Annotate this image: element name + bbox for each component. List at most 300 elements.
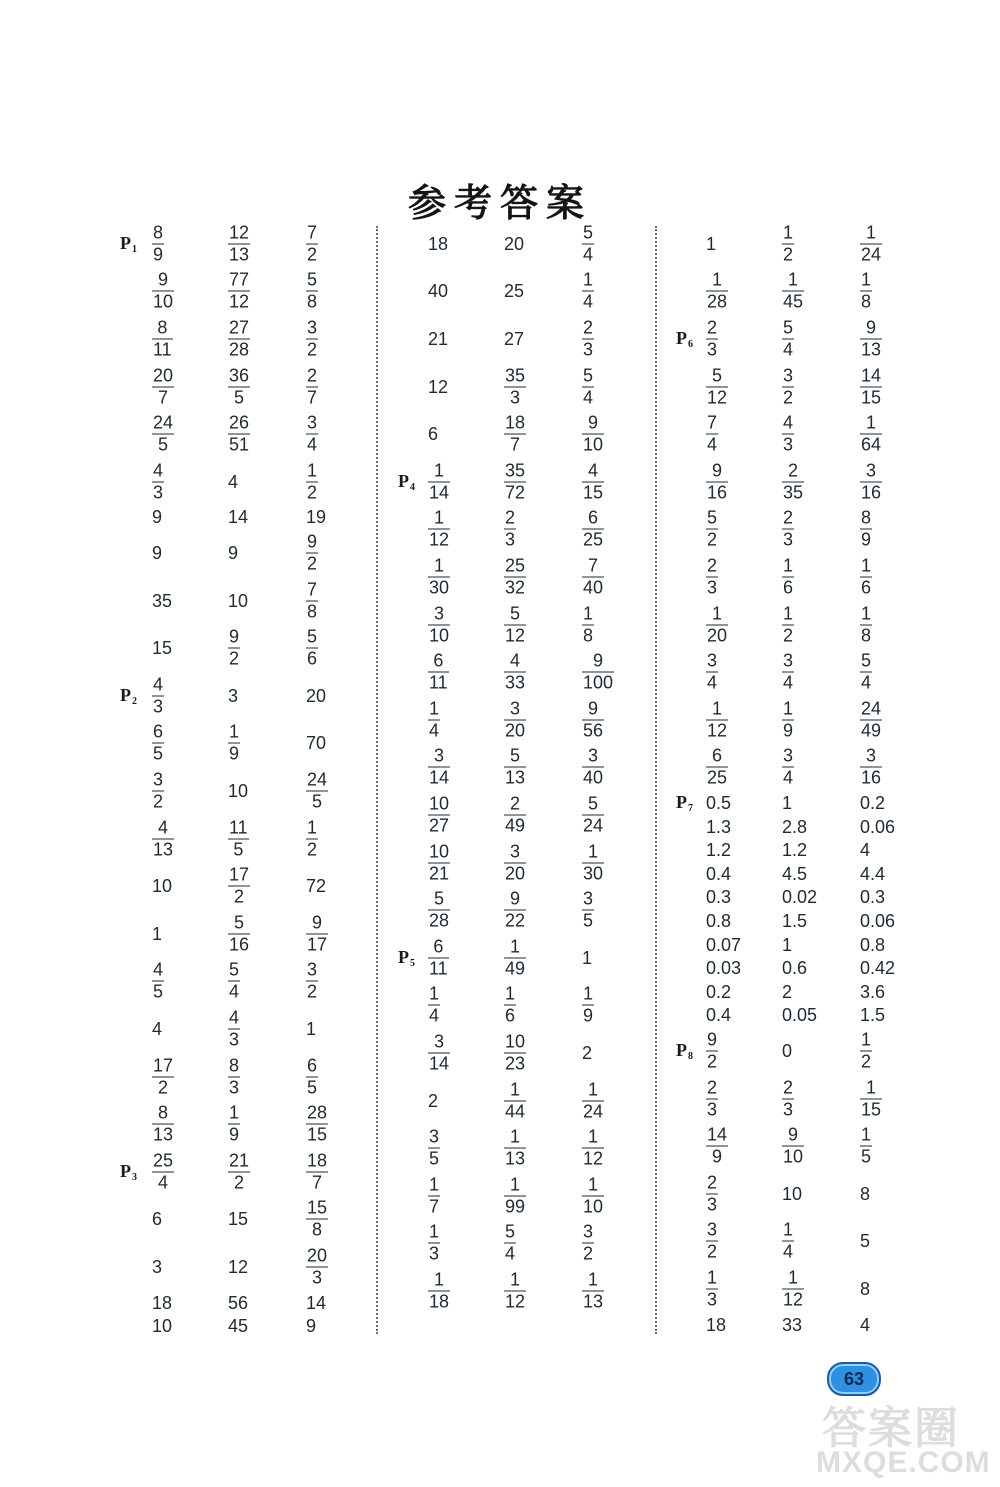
fraction: [152, 1103, 174, 1146]
numerator: 1: [434, 460, 445, 481]
answer-row: [398, 1220, 658, 1268]
fraction: [860, 222, 882, 265]
fraction: [228, 222, 250, 265]
fraction: [582, 365, 594, 408]
fraction: [782, 603, 794, 646]
numerator: 1: [861, 555, 872, 576]
denominator: 12: [783, 1289, 804, 1310]
denominator: 6: [861, 577, 872, 598]
fraction: [228, 1055, 240, 1098]
answer-row: [398, 1029, 658, 1077]
denominator: 4: [583, 244, 594, 265]
fraction: [860, 460, 882, 503]
denominator: 4: [158, 1172, 169, 1193]
fraction-answer: [860, 1029, 872, 1072]
fraction: [582, 1269, 604, 1312]
numerator: 1: [783, 1219, 794, 1240]
fraction-answer: [860, 1077, 882, 1120]
answer-row: [120, 624, 380, 672]
denominator: 13: [505, 1148, 526, 1169]
section-letter: P: [120, 1160, 131, 1181]
section-letter: P: [676, 1039, 687, 1060]
denominator: 2: [783, 387, 794, 408]
denominator: 5: [234, 387, 245, 408]
denominator: 56: [583, 720, 604, 741]
denominator: 2: [707, 1051, 718, 1072]
denominator: 5: [312, 791, 323, 812]
number-answer: 0.02: [782, 887, 818, 908]
denominator: 5: [153, 981, 164, 1002]
number-answer: 0.05: [782, 1005, 818, 1026]
fraction-answer: [428, 746, 450, 789]
fraction-answer: [582, 651, 614, 694]
fraction-answer: [782, 555, 794, 598]
fraction: [504, 1031, 526, 1074]
fraction: [782, 365, 794, 408]
answer-row: [676, 410, 936, 458]
denominator: 6: [505, 1005, 516, 1026]
fraction: [782, 1125, 804, 1168]
numerator: 1: [434, 507, 445, 528]
denominator: 11: [429, 672, 448, 693]
fraction-answer: [582, 698, 604, 741]
fraction-answer: [428, 1222, 440, 1265]
number-answer: 1: [706, 233, 717, 254]
numerator: 2: [788, 460, 799, 481]
fraction-answer: [582, 746, 604, 789]
denominator: 15: [861, 1099, 882, 1120]
answer-row: [120, 1005, 380, 1053]
numerator: 5: [234, 912, 245, 933]
fraction-answer: [306, 270, 318, 313]
number-answer: 1: [782, 934, 793, 955]
answer-row: [676, 1122, 936, 1170]
numerator: 3: [434, 1031, 445, 1052]
answer-row: [676, 1075, 936, 1123]
fraction-answer: [228, 270, 250, 313]
denominator: 2: [707, 1241, 718, 1262]
section-letter: P: [676, 327, 687, 348]
fraction: [860, 698, 882, 741]
numerator: 3: [588, 745, 599, 766]
number-answer: 12: [228, 1256, 249, 1277]
numerator: 1: [510, 1079, 521, 1100]
fraction-answer: [152, 817, 174, 860]
fraction: [582, 746, 604, 789]
denominator: 2: [229, 648, 240, 669]
fraction: [860, 365, 882, 408]
answer-row: [398, 315, 658, 363]
number-answer: 2: [582, 1042, 593, 1063]
answer-row: [120, 815, 380, 863]
fraction: [706, 460, 728, 503]
answer-row: [120, 1196, 380, 1244]
denominator: 17: [307, 934, 328, 955]
numerator: 1: [588, 841, 599, 862]
numerator: 9: [307, 531, 318, 552]
fraction: [706, 1172, 718, 1215]
fraction: [860, 746, 882, 789]
denominator: 12: [505, 625, 526, 646]
number-answer: 12: [428, 376, 449, 397]
fraction-answer: [306, 817, 318, 860]
fraction: [582, 1174, 604, 1217]
denominator: 100: [583, 672, 614, 693]
denominator: 49: [861, 720, 882, 741]
fraction: [504, 413, 526, 456]
answer-row: [398, 744, 658, 792]
denominator: 3: [707, 577, 718, 598]
numerator: 7: [707, 412, 718, 433]
number-answer: 6: [152, 1209, 163, 1230]
fraction: [860, 603, 872, 646]
numerator: 14: [861, 365, 882, 386]
numerator: 1: [510, 936, 521, 957]
fraction: [504, 889, 526, 932]
section-label: [676, 792, 693, 814]
number-answer: 0.03: [706, 958, 742, 979]
denominator: 20: [707, 625, 728, 646]
number-answer: 0.2: [706, 981, 732, 1002]
fraction-answer: [582, 317, 594, 360]
numerator: 24: [861, 698, 882, 719]
numerator: 1: [783, 698, 794, 719]
numerator: 1: [429, 698, 440, 719]
number-answer: 0.06: [860, 910, 896, 931]
number-answer: 4.4: [860, 863, 886, 884]
denominator: 22: [505, 910, 526, 931]
fraction: [860, 1029, 872, 1072]
number-answer: 21: [428, 328, 449, 349]
numerator: 1: [712, 269, 723, 290]
fraction: [428, 1174, 440, 1217]
answer-row: [120, 720, 380, 768]
numerator: 1: [783, 555, 794, 576]
denominator: 99: [505, 1196, 526, 1217]
numerator: 4: [153, 460, 164, 481]
denominator: 11: [153, 339, 172, 360]
denominator: 13: [153, 839, 174, 860]
denominator: 13: [229, 244, 250, 265]
fraction: [504, 1222, 516, 1265]
fraction-answer: [152, 1103, 174, 1146]
fraction-answer: [706, 508, 718, 551]
numerator: 1: [434, 555, 445, 576]
fraction-answer: [504, 460, 526, 503]
numerator: 1: [861, 269, 872, 290]
denominator: 28: [229, 339, 250, 360]
numerator: 3: [866, 745, 877, 766]
fraction: [228, 270, 250, 313]
fraction-answer: [706, 1267, 718, 1310]
numerator: 26: [229, 412, 250, 433]
fraction-answer: [504, 793, 526, 836]
denominator: 9: [229, 743, 240, 764]
fraction-answer: [306, 222, 318, 265]
answer-row: [120, 1243, 380, 1291]
number-answer: 2: [782, 981, 793, 1002]
number-answer: 10: [152, 1316, 173, 1337]
denominator: 16: [229, 934, 250, 955]
denominator: 4: [707, 672, 718, 693]
fraction-answer: [504, 365, 526, 408]
fraction: [582, 460, 604, 503]
fraction: [582, 1222, 594, 1265]
column-divider: [376, 226, 378, 1334]
numerator: 1: [510, 1269, 521, 1290]
fraction-answer: [782, 1077, 794, 1120]
fraction-answer: [860, 413, 882, 456]
fraction-answer: [504, 889, 526, 932]
fraction: [706, 1125, 728, 1168]
fraction-answer: [782, 746, 794, 789]
numerator: 3: [783, 745, 794, 766]
fraction: [306, 769, 328, 812]
fraction-answer: [860, 317, 882, 360]
numerator: 5: [707, 507, 718, 528]
fraction-answer: [428, 1031, 450, 1074]
number-answer: 0.42: [860, 958, 896, 979]
fraction: [582, 317, 594, 360]
number-answer: 27: [504, 328, 525, 349]
denominator: 2: [158, 1077, 169, 1098]
section-label: [120, 1161, 137, 1183]
fraction-answer: [428, 603, 450, 646]
fraction-answer: [706, 460, 728, 503]
fraction: [706, 270, 728, 313]
numerator: 1: [866, 412, 877, 433]
fraction: [428, 1031, 450, 1074]
answer-row: [120, 410, 380, 458]
fraction-answer: [860, 746, 882, 789]
fraction: [706, 508, 718, 551]
answer-row: [398, 458, 658, 506]
answer-row: [120, 672, 380, 720]
fraction-answer: [228, 865, 250, 908]
numerator: 1: [861, 603, 872, 624]
fraction-answer: [504, 841, 526, 884]
numerator: 8: [157, 317, 168, 338]
number-answer: 1.3: [706, 816, 732, 837]
fraction: [782, 317, 794, 360]
denominator: 3: [783, 1099, 794, 1120]
fraction: [228, 413, 250, 456]
numerator: 1: [429, 983, 440, 1004]
fraction: [860, 555, 872, 598]
fraction: [706, 1267, 718, 1310]
section-number: 6: [688, 338, 693, 350]
fraction-answer: [152, 413, 174, 456]
denominator: 15: [307, 1124, 328, 1145]
fraction: [582, 984, 594, 1027]
fraction-answer: [582, 1174, 604, 1217]
section-number: 4: [410, 481, 415, 493]
fraction-answer: [504, 984, 516, 1027]
fraction: [306, 222, 318, 265]
number-answer: 0.4: [706, 1005, 732, 1026]
denominator: 4: [583, 291, 594, 312]
denominator: 4: [307, 434, 318, 455]
fraction: [228, 1007, 240, 1050]
number-answer: 9: [152, 507, 163, 528]
answer-row: [676, 791, 936, 815]
answer-row: [120, 1291, 380, 1315]
fraction-answer: [706, 413, 718, 456]
denominator: 3: [505, 529, 516, 550]
answer-row: [398, 268, 658, 316]
number-answer: 1: [306, 1018, 317, 1039]
numerator: 1: [588, 1269, 599, 1290]
numerator: 6: [588, 507, 599, 528]
numerator: 4: [153, 674, 164, 695]
fraction: [582, 270, 594, 313]
denominator: 5: [307, 1077, 318, 1098]
numerator: 3: [783, 650, 794, 671]
denominator: 30: [429, 577, 450, 598]
number-answer: 10: [228, 590, 249, 611]
numerator: 9: [712, 460, 723, 481]
numerator: 3: [307, 317, 318, 338]
numerator: 1: [788, 269, 799, 290]
number-answer: 56: [228, 1292, 249, 1313]
fraction-answer: [860, 508, 872, 551]
number-answer: 4: [152, 1018, 163, 1039]
denominator: 8: [861, 291, 872, 312]
numerator: 17: [153, 1055, 174, 1076]
fraction: [428, 841, 450, 884]
number-answer: 0.3: [860, 887, 886, 908]
fraction: [860, 1125, 872, 1168]
number-answer: 1.2: [706, 840, 732, 861]
answer-row: [676, 696, 936, 744]
fraction: [306, 270, 318, 313]
denominator: 2: [583, 1243, 594, 1264]
answer-row: [120, 1053, 380, 1101]
number-answer: 15: [152, 638, 173, 659]
fraction-answer: [706, 698, 728, 741]
numerator: 1: [783, 222, 794, 243]
fraction-answer: [504, 936, 526, 979]
page-title: 参考答案: [407, 180, 592, 225]
numerator: 2: [505, 507, 516, 528]
numerator: 1: [866, 222, 877, 243]
fraction: [306, 1245, 328, 1288]
denominator: 3: [510, 387, 521, 408]
fraction: [306, 1103, 328, 1146]
fraction-answer: [228, 317, 250, 360]
number-answer: 0.6: [782, 958, 808, 979]
fraction-answer: [782, 1267, 804, 1310]
numerator: 1: [429, 1174, 440, 1195]
fraction-answer: [228, 1055, 240, 1098]
numerator: 9: [312, 912, 323, 933]
answer-row: [676, 268, 936, 316]
denominator: 4: [783, 339, 794, 360]
numerator: 6: [433, 650, 444, 671]
fraction-answer: [504, 603, 526, 646]
numerator: 1: [583, 983, 594, 1004]
answer-row: [398, 506, 658, 554]
numerator: 8: [861, 507, 872, 528]
fraction-answer: [706, 1125, 728, 1168]
numerator: 1: [707, 1267, 718, 1288]
numerator: 35: [505, 460, 526, 481]
denominator: 3: [783, 434, 794, 455]
numerator: 1: [429, 1221, 440, 1242]
number-answer: 4.5: [782, 863, 808, 884]
denominator: 9: [153, 244, 164, 265]
answer-row: [398, 1172, 658, 1220]
watermark-url: MXQE.COM: [816, 1446, 991, 1479]
number-answer: 1.5: [860, 1005, 886, 1026]
numerator: 5: [783, 317, 794, 338]
fraction: [306, 912, 328, 955]
numerator: 1: [712, 698, 723, 719]
fraction-answer: [306, 1150, 328, 1193]
denominator: 2: [234, 1172, 245, 1193]
denominator: 40: [583, 767, 604, 788]
numerator: 1: [229, 1102, 240, 1123]
fraction-answer: [706, 1172, 718, 1215]
fraction: [782, 270, 804, 313]
numerator: 4: [783, 412, 794, 433]
fraction: [504, 508, 516, 551]
answer-row: [676, 506, 936, 554]
numerator: 10: [429, 793, 450, 814]
fraction: [782, 555, 794, 598]
fraction: [306, 413, 318, 456]
fraction: [228, 1103, 240, 1146]
answer-row: [120, 506, 380, 530]
fraction: [582, 508, 604, 551]
denominator: 13: [505, 767, 526, 788]
fraction-answer: [228, 912, 250, 955]
fraction-answer: [306, 531, 318, 574]
number-answer: 10: [782, 1183, 803, 1204]
answer-row: [676, 1027, 936, 1075]
fraction-answer: [306, 460, 318, 503]
fraction-answer: [782, 270, 804, 313]
fraction: [504, 746, 526, 789]
answer-row: [676, 744, 936, 792]
denominator: 18: [429, 1291, 450, 1312]
numerator: 4: [510, 650, 521, 671]
fraction-answer: [152, 222, 164, 265]
answer-row: [398, 601, 658, 649]
denominator: 2: [861, 1051, 872, 1072]
answer-row: [676, 956, 936, 980]
fraction: [152, 365, 174, 408]
numerator: 2: [307, 365, 318, 386]
numerator: 8: [229, 1055, 240, 1076]
fraction: [228, 817, 249, 860]
numerator: 10: [505, 1031, 526, 1052]
answer-row: [120, 910, 380, 958]
fraction: [306, 365, 318, 408]
numerator: 3: [510, 698, 521, 719]
number-answer: 3.6: [860, 981, 886, 1002]
fraction: [706, 1029, 718, 1072]
numerator: 5: [510, 603, 521, 624]
section-letter: P: [120, 232, 131, 253]
fraction-answer: [860, 222, 882, 265]
numerator: 3: [307, 959, 318, 980]
fraction: [504, 1174, 526, 1217]
numerator: 1: [861, 1029, 872, 1050]
fraction: [306, 817, 318, 860]
number-answer: 4: [860, 1314, 871, 1335]
denominator: 2: [153, 791, 164, 812]
